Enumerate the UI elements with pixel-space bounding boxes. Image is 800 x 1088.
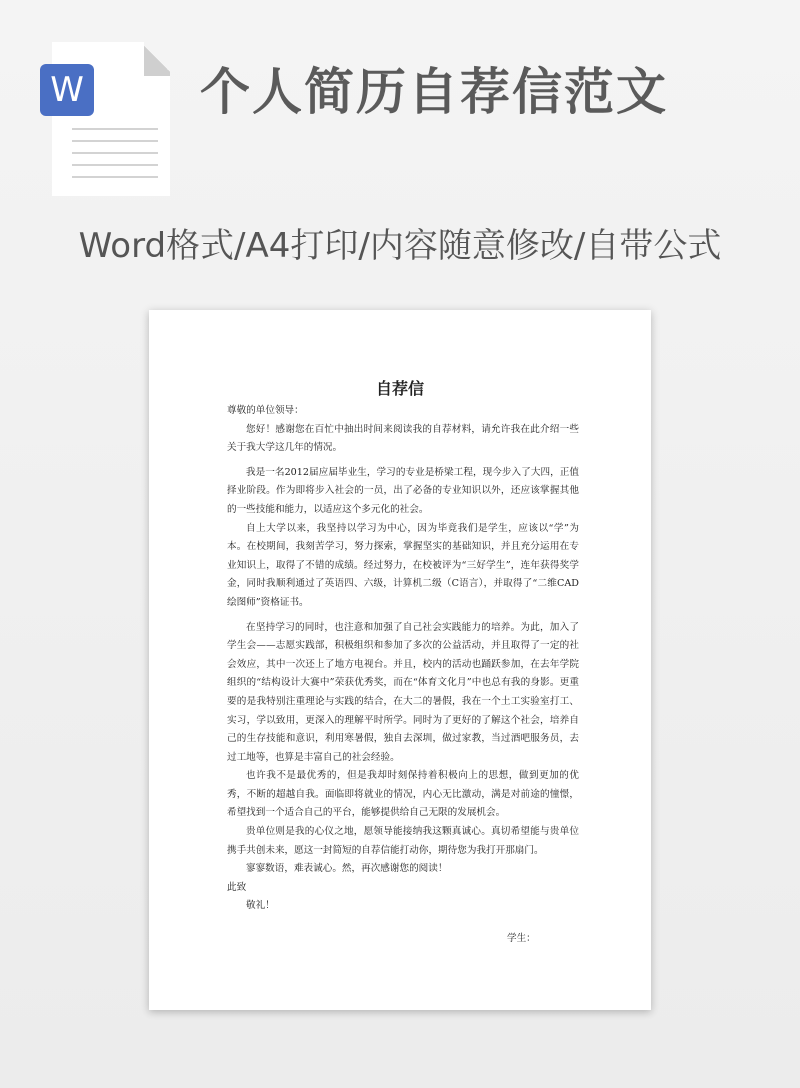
page-fold-icon — [144, 42, 170, 76]
paragraph-7: 寥寥数语，难表诚心。然，再次感谢您的阅读！ — [246, 863, 448, 875]
document-body — [227, 402, 579, 916]
paragraph-5: 也许我不是最优秀的，但是我却时刻保持着积极向上的思想，做到更加的优秀，不断的超越自我。面临即将就业的情况，内心无比激动，满是对前途的憧憬，希望找到一个适合自己的平台，能够提供给自己无限的发展机会。 — [227, 770, 579, 819]
text-line-icon — [72, 176, 158, 178]
paragraph-2: 我是一名2012届应届毕业生，学习的专业是桥梁工程，现今步入了大四，正值择业阶段。作为即将步入社会的一员，出了必备的专业知识以外，还应该掌握其他的一些技能和能力，以适应这个多元化的社会。 — [227, 466, 579, 515]
paragraph-1: 您好！感谢您在百忙中抽出时间来阅读我的自荐材料，请允许我在此介绍一些关于我大学这几年的情况。 — [227, 423, 579, 454]
document-title: 自荐信 — [375, 379, 424, 398]
text-line-icon — [72, 128, 158, 130]
paragraph-4: 在坚持学习的同时，也注意和加强了自己社会实践能力的培养。为此，加入了学生会——志愿实践部，积极组织和参加了多次的公益活动，并且取得了一定的社会效应，其中一次还上了地方电视台。并且，校内的活动也踊跃参加，在去年学院组织的“结构设计大赛中”荣获优秀奖，而在“体育文化月”中也总有我的身影。更重要的是我特别注重理论与实践的结合，在大二的暑假，我在一个土工实验室打工、实习，学以致用，更深入的理解平时所学。同时为了更好的了解这个社会，培养自己的生存技能和意识，利用寒暑假，独自去深圳，做过家教，当过酒吧服务员，去过工地等，也算是丰富自己的社会经验。 — [227, 621, 579, 763]
paragraph-3: 自上大学以来，我坚持以学习为中心，因为毕竟我们是学生，应该以“学”为本。在校期间，我刻苦学习，努力探索，掌握坚实的基础知识，并且充分运用在专业知识上，取得了不错的成绩。经过努力，在校被评为“三好学生”，连年获得奖学金，同时我顺利通过了英语四、六级，计算机二级（C语言），并取得了“二维CAD绘图师”资格证书。 — [227, 522, 579, 608]
regards: 敬礼！ — [246, 900, 275, 912]
text-line-icon — [72, 140, 158, 142]
paragraph-6: 贵单位则是我的心仪之地，愿领导能接纳我这颗真诚心。真切希望能与贵单位携手共创未来，愿这一封简短的自荐信能打动你，期待您为我打开那扇门。 — [227, 826, 579, 856]
word-w-badge-icon — [40, 64, 94, 116]
document-page — [149, 310, 651, 1010]
word-w-letter: W — [50, 70, 84, 110]
page-title: 个人简历自荐信范文 — [200, 63, 668, 121]
text-line-icon — [72, 164, 158, 166]
page-subtitle: Word格式/A4打印/内容随意修改/自带公式 — [78, 226, 722, 266]
salutation: 尊敬的单位领导： — [227, 405, 304, 416]
word-document-icon — [40, 42, 174, 200]
text-line-icon — [72, 152, 158, 154]
closing: 此致 — [227, 881, 247, 893]
signature: 学生： — [507, 933, 536, 944]
